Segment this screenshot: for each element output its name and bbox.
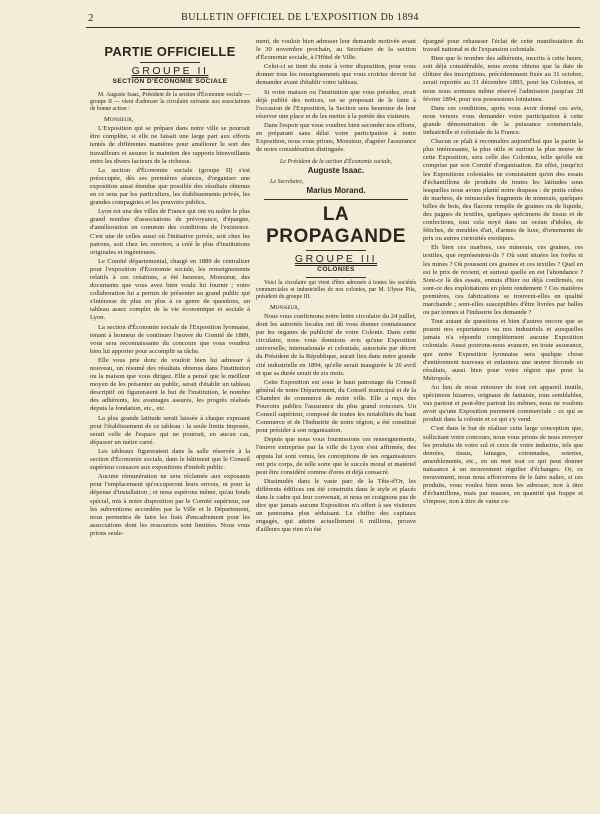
divider — [306, 277, 366, 278]
salutation: Monsieur, — [270, 303, 300, 311]
subheading: COLONIES — [317, 265, 355, 273]
secretary-role: Le Secrétaire, — [270, 178, 304, 185]
paragraph: Eh bien ces marbres, ces minerais, ces graines, ces textiles, que représentent-ils ? Où sont situées les forêts et les mines ? Où poussent ces graines et ces textiles ? Quel en est le prix de revient, et surtout quelle en est l'abondance ? Sont-ce là des essais, ennuis d'hier ou déjà confirmés, ou sont-ce des exploitations en plein rendement ? Ces matières premières, ces fabrications se trouvent-elles en qualité marchande ; sont-elles susceptibles d'être livrées par balles ou par tonnes si l'industrie les demande ? — [423, 244, 583, 317]
paragraph: Aucune rémunération ne sera réclamée aux exposants pour l'emplacement qu'occuperont leurs envois, ni pour la dépense d'installation ; et nous espérons même, qu'au fonds spécial, mis à notre disposition par le Comité supérieur, sur les subventions accordées par la Ville et le Département, nous permettra de faire les frais d'encadrement pour les associations dont les ressources sont limitées. Nous vous prions seule- — [90, 473, 250, 537]
paragraph: Au lieu de nous entourer de tout cet appareil inutile, spécimens bizarres, orignaux de fantaisie, tous semblables, vus partout et peut-être partout les mêmes, nous ne voulons avoir qu'une Exposition purement commerciale : ce qui se produit dans la colonie et ce qui s'y vend. — [423, 383, 583, 424]
paragraph: Celui-ci se tient du reste à votre disposition, pour vous donner tous les renseignements que vous croiriez devoir lui demander avant d'établir votre tableau. — [256, 63, 416, 87]
paragraph: La plus grande latitude serait laissée à chaque exposant pour l'établissement de ce tableau : la seule limite imposée, serait celle de l'espace qui ne pourrait, en aucun cas, dépasser un mètre carré. — [90, 414, 250, 446]
paragraph: Le Comité départemental, chargé en 1889 de centraliser pour l'exposition d'Économie sociale, les renseignements relatifs à ces créations, a été heureux, Monsieur, des documents que vous avez bien voulu lui fournir ; votre collaboration lui a permis de présenter au grand public qui s'intéresse de plus en plus à ce genre de questions, un tableau assez complet de la vie économique et sociale à Lyon. — [90, 257, 250, 322]
page-number: 2 — [88, 12, 94, 24]
signature-name: Auguste Isaac. — [307, 166, 365, 176]
groupe-heading: GROUPE III — [294, 252, 378, 265]
paragraph: C'est dans le but de réaliser cette large conception que, sollicitant votre concours, nous vous prions de nous envoyer les produits de votre sol et ceux de votre industrie, tels que denrées, tissus, lainages, cotonnades, soieries, ameublements, etc., en un mot tout ce qui peut donner naissance à un mouvement régulier d'échanges. Or, ce mouvement, nous nous efforcerons de le faire naître, si ces produits, vous voulez bien nous les adresser, non à titre d'échantillons, mais par masses, en quantité qui frappe et s'impose, non à titre de vaine cu- — [423, 425, 583, 506]
divider — [140, 89, 200, 90]
page-header — [0, 0, 600, 30]
running-title: BULLETIN OFFICIEL DE L'EXPOSITION Db 1894 — [181, 12, 419, 23]
paragraph: Cette Exposition est sous le haut patronage du Conseil général de notre Département, du Conseil municipal et de la Chambre de commerce de notre ville. Elle a reçu des Pouvoirs publics l'assurance du plus grand concours. Un Conseil supérieur, composé de toutes les notabilités du haut Commerce et de l'Industrie de notre région, a été constitué pour présider à son organisation. — [256, 378, 416, 435]
column-1 — [90, 38, 250, 768]
divider — [140, 62, 200, 63]
paragraph: Les tableaux figureraient dans la salle réservée à la section d'Économie sociale, dans le bâtiment que le Conseil supérieur consacre aux expositions d'intérêt public. — [90, 447, 250, 472]
paragraph: La section d'Économie sociale de l'Exposition lyonnaise, tenant à honneur de continuer l'œuvre du Comité de 1889, vous sera reconnaissante du concours que vous voudrez bien lui apporter pour accomplir sa tâche. — [90, 323, 250, 355]
divider — [264, 199, 408, 200]
paragraph: ment, de vouloir bien adresser leur demande motivée avant le 30 novembre prochain, au Secrétaire de la section d'Économie sociale, à l'Hôtel de Ville. — [256, 38, 416, 62]
column-3 — [423, 38, 583, 768]
propaganda-title: LA PROPAGANDE — [266, 203, 406, 247]
subheading: SECTION D'ÉCONOMIE SOCIALE — [112, 78, 228, 86]
paragraph: Elle vous prie donc de vouloir bien lui adresser à nouveau, un résumé des résultats obtenus dans l'institution ou la maison que vous dirigez. Elle a pensé que le meilleur moyen de les présenter au public, serait d'établir un tableau descriptif où figureraient le but de l'institution, le nombre des adhérents, les avantages assurés, les progrès réalisés depuis la fondation, etc., etc. — [90, 356, 250, 413]
secretary-name: Marius Morand. — [306, 185, 366, 195]
salutation: Monsieur, — [104, 116, 134, 124]
paragraph: Si votre maison ou l'institution que vous présidez, avait déjà publié des notices, on se proposait de le faire à l'occasion de l'Exposition, la Section sera heureuse de leur réserver une place et de les mettre à la portée des visiteurs. — [256, 88, 416, 120]
paragraph: Dans l'espoir que vous voudrez bien seconder nos efforts, en préparant sans délai votre participation à notre Exposition, nous vous prions, Monsieur, d'agréer l'assurance de notre considération distinguée. — [256, 121, 416, 154]
header-rule — [86, 27, 580, 28]
paragraph: Chacun se plaît à reconnaître aujourd'hui que la partie la plus intéressante, la plus utile et surtout la plus neuve de cette Exposition, sera celle des Colonies, telle qu'elle est comprise par son Comité d'organisation. En effet, jusqu'ici les Expositions coloniales ne consistaient qu'en des essais d'échantillons de produits de toutes les latitudes sous lesquelles nous avons planté notre drapeau : de petits cubes de marbres, de minuscules fragments de minerais, quelques billes de bois, des flacons remplis de graines ou de liquide, des pagnes de textiles, quelques spécimens de tissus et de confections, tout cela noyé dans un océan d'idoles, de fétiches, de meubles d'art, d'armes de luxe, d'ornements de prix ou autres curiosités exotiques. — [423, 138, 583, 243]
paragraph: Dissimulés dans le vaste parc de la Tête-d'Or, les différents édifices ont été construits dans le style et placés dans le cadre qui leur convenait, et nous ne craignons pas de dire que jamais aucune Exposition n'a offert à ses visiteurs un panorama plus séduisant. Le chiffre des capitaux engagés, qui atteint actuellement 6 millions, prouve d'ailleurs que rien n'a été — [256, 477, 416, 534]
paragraph: L'Exposition qui se prépare dans notre ville se pourrait être complète, si elle ne faisait une large part aux efforts tentés de différentes manières pour améliorer le sort des travailleurs et assurer le maintien des rapports bienveillants entre les divers facteurs de la richesse. — [90, 125, 250, 165]
divider — [306, 250, 366, 251]
paragraph: Dans ces conditions, après vous avoir donné ces avis, nous venons vous demander votre participation à cette grande démonstration de la puissance commerciale, industrielle et coloniale de la France. — [423, 104, 583, 137]
column-2 — [256, 38, 416, 768]
section-title: PARTIE OFFICIELLE — [104, 44, 236, 59]
paragraph: Bien que le nombre des adhérents, inscrits à cette heure, soit déjà considérable, nous avons obtenu que la date de clôture des inscriptions, précédemment fixée au 31 octobre, serait reportée au 31 décembre 1893, pour les Colonies, et nous nous sommes même réservé l'admission jusqu'au 28 février 1894, pour nos possessions lointaines. — [423, 55, 583, 103]
paragraph: Lyon est une des villes de France qui ont vu naître le plus grand nombre d'associations de prévoyance, d'épargne, d'amélioration en commun des conditions de l'existence. C'est une de celles aussi où l'initiative privée, soit chez les patrons, soit chez les ouvriers, a créé le plus d'institutions originales et ingénieuses. — [90, 208, 250, 256]
paragraph: épargné pour rehausser l'éclat de cette manifestation du travail national et de l'expansion coloniale. — [423, 38, 583, 54]
intro-note: M. Auguste Isaac, Président de la section d'Économie sociale — groupe II — vient d'adresser la circulaire suivante aux associations de bonne action : — [90, 92, 250, 113]
paragraph: Depuis que nous vous fournissions ces renseignements, l'œuvre entreprise par la ville de Lyon s'est affirmée, des appuis lui sont venus, les conceptions de ses organisateurs ont pris corps, de telle sorte que le succès moral et matériel peut être considéré comme d'ores et déjà consacré. — [256, 436, 416, 476]
paragraph: Tout autant de questions et bien d'autres encore que se posent nos exportateurs ou nos industriels et auxquelles jamais n'a répondu complètement aucune Exposition coloniale. Aussi pouvons-nous avancer, en toute assurance, que notre Exposition lyonnaise sera quelque chose d'entièrement nouveau et enfantera une œuvre féconde en résultats, aussi bien pour votre région que pour la Métropole. — [423, 318, 583, 382]
paragraph: La section d'Économie sociale (groupe II) s'est préoccupée, dès ses premières séances, d'organiser une exposition aussi étendue que possible des résultats obtenus en ce sens par les particuliers, les établissements privés, les grandes compagnies et les pouvoirs publics. — [90, 166, 250, 207]
signature-role: Le Président de la section d'Économie sociale, — [279, 159, 393, 166]
intro-note: Voici la circulaire qui vient d'être adressée à toutes les sociétés commerciales et industrielles de nos colonies, par M. Ulysse Pila, président du groupe III. — [256, 279, 416, 300]
groupe-heading: GROUPE II — [131, 65, 209, 77]
paragraph: Nous vous confirmons notre lettre circulaire du 24 juillet, dont les autorités locales ont dû vous donner connaissance par les organes de publicité de votre Colonie. Dans cette circulaire, nous vous donnions avis qu'une Exposition universelle, internationale et coloniale, autorisée par décret du Président de la République, aurait lieu dans notre grande cité industrielle en 1894, qu'elle serait inaugurée le 26 avril et que sa durée serait de six mois. — [256, 312, 416, 377]
